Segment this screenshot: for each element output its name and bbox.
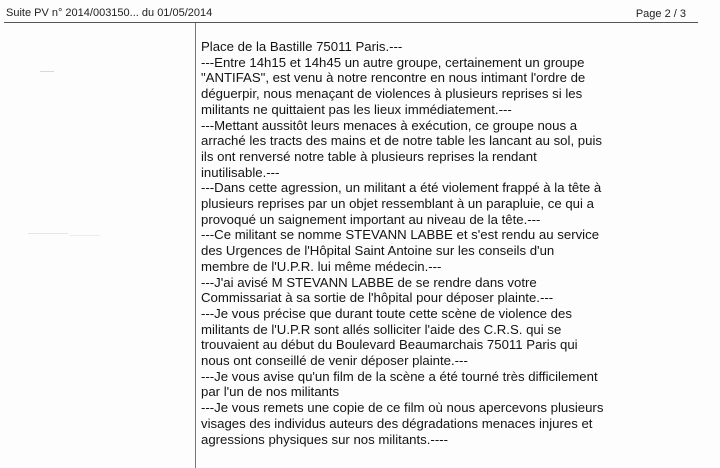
statement-line: agressions physiques sur nos militants.---- — [201, 431, 448, 447]
statement-line: ---J'ai avisé M STEVANN LABBE de se rendre dans votre — [201, 274, 537, 290]
statement-line: "ANTIFAS", est venu à notre rencontre en nous intimant l'ordre de — [201, 70, 586, 86]
statement-line: ---Entre 14h15 et 14h45 un autre groupe, certainement un groupe — [201, 54, 585, 70]
statement-line: par l'un de nos militants — [201, 384, 340, 400]
statement-line: visages des individus auteurs des dégradations menaces injures et — [201, 415, 593, 431]
statement-line: militants ne quittaient pas les lieux immédiatement.--- — [201, 101, 512, 117]
statement-line: trouvaient au début du Boulevard Beaumarchais 75011 Paris qui — [201, 337, 578, 353]
statement-line: ---Je vous remets une copie de ce film où nous apercevons plusieurs — [201, 400, 604, 416]
statement-line: ---Dans cette agression, un militant a été violement frappé à la tête à — [201, 180, 602, 196]
statement-line: Commissariat à sa sortie de l'hôpital pour déposer plainte.--- — [201, 290, 554, 306]
report-date: du 01/05/2014 — [138, 7, 213, 19]
page-indicator: Page 2 / 3 — [635, 8, 686, 20]
statement-line: membre de l'U.P.R. lui même médecin.--- — [201, 258, 442, 274]
report-reference — [6, 7, 212, 19]
statement-line: déguerpir, nous menaçant de violences à plusieurs reprises si les — [201, 86, 583, 102]
report-number: Suite PV n° 2014/003150... — [6, 7, 139, 19]
statement-line: des Urgences de l'Hôpital Saint Antoine sur les conseils d'un — [201, 243, 555, 259]
statement-line: ---Je vous précise que durant toute cette scène de violence des — [201, 305, 572, 321]
statement-line: ---Mettant aussitôt leurs menaces à exécution, ce groupe nous a — [201, 117, 578, 133]
statement-line: ---Je vous avise qu'un film de la scène a été tourné très difficilement — [201, 368, 598, 384]
statement-line: plusieurs reprises par un objet ressemblant à un parapluie, ce qui a — [201, 196, 594, 212]
statement-text — [201, 39, 701, 447]
statement-line: nous ont conseillé de venir déposer plainte.--- — [201, 353, 468, 369]
statement-line: ---Ce militant se nomme STEVANN LABBE et s'est rendu au service — [201, 227, 600, 243]
scan-artifacts — [10, 63, 190, 363]
statement-line: provoqué un saignement important au niveau de la tête.--- — [201, 211, 541, 227]
statement-line: militants de l'U.P.R sont allés solliciter l'aide des C.R.S. qui se — [201, 321, 562, 337]
statement-line: ils ont renversé notre table à plusieurs reprises la rendant — [201, 148, 537, 164]
left-margin-column — [0, 23, 195, 468]
page-header — [0, 0, 700, 24]
statement-line: inutilisable.--- — [201, 164, 280, 180]
statement-line: arraché les tracts des mains et de notre table les lancant au sol, puis — [201, 133, 602, 149]
column-divider — [195, 23, 196, 468]
statement-line: Place de la Bastille 75011 Paris.--- — [201, 39, 403, 54]
